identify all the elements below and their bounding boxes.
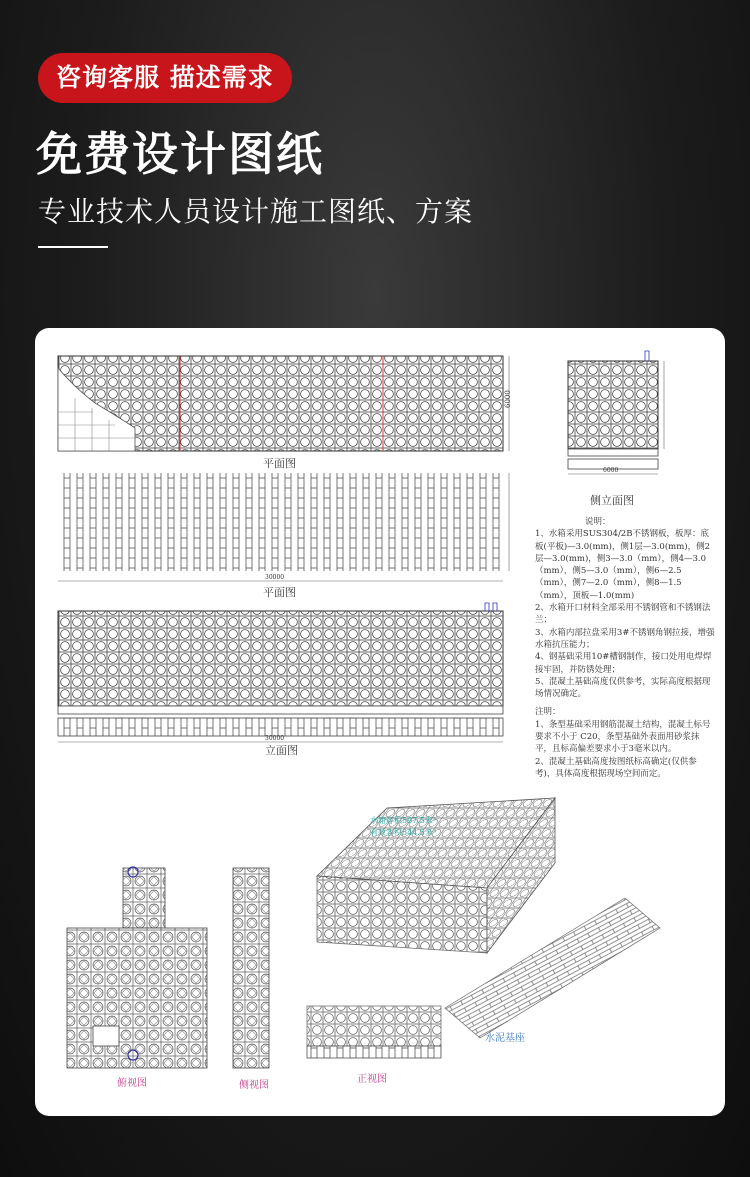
elevation-view: [58, 603, 503, 757]
design-notes: [535, 516, 715, 780]
capacity-effective: 有效容积544.5米³: [370, 828, 437, 837]
note-item-3: 3、水箱内部拉盘采用3#不锈钢角钢拉接，增强水箱抗压能力；: [535, 627, 715, 650]
note-item-1: 1、水箱采用SUS304/2B不锈钢板，板厚：底板(平板)—3.0(mm)，侧1层—3.0(mm)，侧2层—3.0(mm)，侧3—3.0（mm），侧4—3.0（mm），侧5—3.0（mm），侧6—2.5（mm），侧7—2.0（mm），侧8—1.5（mm），顶板—1.0(mm): [535, 529, 710, 601]
side-view-label-2: 侧视图: [239, 1080, 269, 1091]
remark-item-1: 1、条型基础采用钢筋混凝土结构，混凝土标号要求不小于 C20，条型基础外表面用砂浆抹平，且标高偏差要求小于3毫米以内。: [535, 719, 711, 755]
side-view-label: 侧立面图: [590, 494, 634, 507]
capacity-total: 水箱容积597.5米³: [370, 816, 437, 825]
side-elevation-view: [568, 351, 664, 507]
remark-item-2: 2、混凝土基础高度按图纸标高确定(仅供参考)，具体高度根据现场空间而定。: [535, 756, 697, 779]
plan-dim-height: 6000: [504, 390, 512, 408]
side-view: [233, 868, 269, 1091]
page-subtitle: 专业技术人员设计施工图纸、方案: [38, 195, 474, 228]
notes-title: 说明：: [585, 517, 611, 527]
title-underline: [38, 246, 108, 248]
elevation-view-label: 立面图: [265, 744, 298, 757]
top-view: [67, 867, 207, 1089]
plan-view-strips: [58, 473, 509, 599]
elevation-dim-length: 30000: [265, 735, 285, 742]
plan-view-label-1: 平面图: [263, 457, 296, 470]
note-item-2: 2、水箱开口材料全部采用不锈钢管和不锈钢法兰；: [535, 603, 711, 626]
page-title: 免费设计图纸: [36, 127, 324, 181]
remarks-title: 注明：: [535, 707, 561, 718]
plan-view-label-2: 平面图: [263, 586, 296, 599]
consult-badge: 咨询客服 描述需求: [38, 53, 292, 103]
strips-dim-length: 30000: [265, 574, 285, 581]
drawing-card: [35, 328, 725, 1116]
note-item-5: 5、混凝土基础高度仅供参考，实际高度根据现场情况确定。: [535, 676, 711, 700]
note-item-4: 4、钢基础采用10#槽钢制作，接口处用电焊焊接牢固，并防锈处理；: [535, 652, 712, 675]
base-label: 水泥基座: [485, 1033, 525, 1044]
side-dim: 6000: [603, 467, 619, 474]
front-view-label: 正视图: [357, 1074, 387, 1085]
plan-view-top: [58, 356, 512, 470]
top-view-label: 俯视图: [117, 1078, 147, 1089]
